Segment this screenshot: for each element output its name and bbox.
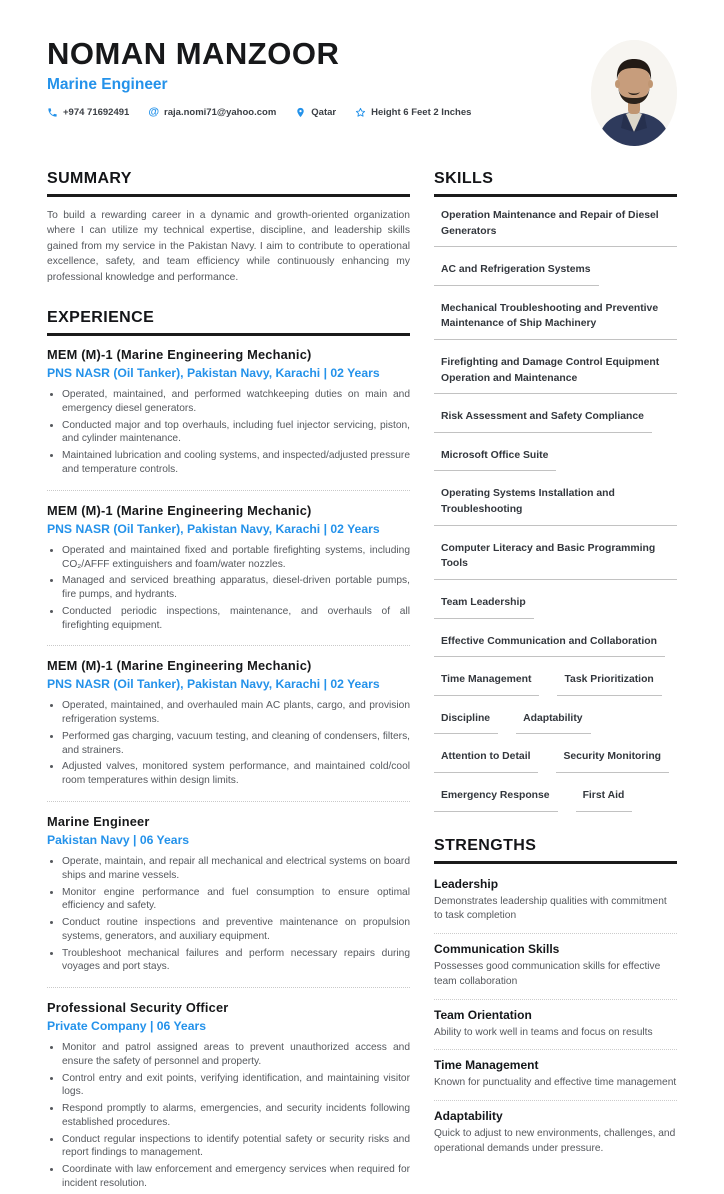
experience-entry bbox=[47, 347, 410, 491]
strengths-list bbox=[434, 875, 677, 1166]
strength-item bbox=[434, 934, 677, 1000]
person-name: NOMAN MANZOOR bbox=[47, 36, 340, 71]
job-bullet: • Coordinate with law enforcement and emergency services when required for incident resolution. bbox=[62, 1163, 410, 1191]
strength-item bbox=[434, 1050, 677, 1101]
summary-section bbox=[47, 170, 410, 285]
job-title: Professional Security Officer bbox=[47, 1000, 229, 1016]
strength-description: Ability to work well in teams and focus on results bbox=[434, 1026, 653, 1038]
experience-section bbox=[47, 309, 410, 1191]
experience-list bbox=[47, 347, 410, 1191]
at-icon: @ bbox=[148, 105, 160, 118]
job-bullets bbox=[47, 855, 410, 974]
job-subtitle: PNS NASR (Oil Tanker), Pakistan Navy, Karachi | 02 Years bbox=[47, 366, 380, 381]
job-bullets bbox=[47, 1041, 410, 1191]
job-bullet: • Monitor engine performance and fuel consumption to ensure optimal efficiency and safety. bbox=[62, 886, 410, 914]
job-bullet: • Monitor and patrol assigned areas to prevent unauthorized access and ensure the safety of personnel and property. bbox=[62, 1041, 410, 1069]
contact-phone-text: +974 71692491 bbox=[63, 106, 130, 118]
strength-title: Communication Skills bbox=[434, 942, 560, 957]
header bbox=[47, 38, 677, 146]
skill-item: Discipline bbox=[434, 711, 498, 735]
strength-title: Adaptability bbox=[434, 1109, 503, 1124]
job-bullets bbox=[47, 699, 410, 788]
strength-title: Time Management bbox=[434, 1058, 539, 1073]
job-bullets bbox=[47, 544, 410, 633]
skill-item: Computer Literacy and Basic Programming Tools bbox=[434, 541, 677, 580]
job-title: MEM (M)-1 (Marine Engineering Mechanic) bbox=[47, 347, 312, 363]
job-bullet: • Managed and serviced breathing apparatus, diesel-driven portable pumps, fire pumps, and hydrants. bbox=[62, 574, 410, 602]
strength-description: Demonstrates leadership qualities with commitment to task completion bbox=[434, 895, 667, 922]
skill-item: Mechanical Troubleshooting and Preventive Maintenance of Ship Machinery bbox=[434, 301, 677, 340]
skill-item: Time Management bbox=[434, 672, 539, 696]
skill-item: First Aid bbox=[576, 788, 633, 812]
strength-description: Quick to adjust to new environments, challenges, and operational demands under pressure. bbox=[434, 1128, 676, 1155]
phone-icon bbox=[47, 107, 58, 118]
job-bullet: • Maintained lubrication and cooling systems, and inspected/adjusted pressure and temperature controls. bbox=[62, 449, 410, 477]
skill-item: Operating Systems Installation and Troubleshooting bbox=[434, 486, 677, 525]
experience-entry bbox=[47, 503, 410, 647]
job-subtitle: Pakistan Navy | 06 Years bbox=[47, 832, 190, 847]
job-title: MEM (M)-1 (Marine Engineering Mechanic) bbox=[47, 502, 312, 518]
skills-section bbox=[434, 170, 677, 827]
header-text-block bbox=[47, 38, 471, 118]
skill-item: Task Prioritization bbox=[557, 672, 661, 696]
strength-description: Possesses good communication skills for effective team collaboration bbox=[434, 961, 661, 987]
content-columns bbox=[47, 170, 677, 1194]
job-bullets bbox=[47, 388, 410, 477]
job-title: Marine Engineer bbox=[47, 813, 150, 829]
strength-item bbox=[434, 1101, 677, 1166]
job-bullet: • Control entry and exit points, verifying identification, and maintaining visitor logs. bbox=[62, 1072, 410, 1100]
skill-item: Microsoft Office Suite bbox=[434, 448, 556, 472]
right-column bbox=[434, 170, 677, 1194]
skill-item: Adaptability bbox=[516, 711, 590, 735]
strength-title: Leadership bbox=[434, 876, 499, 891]
skills-heading: SKILLS bbox=[434, 170, 677, 197]
job-subtitle: Private Company | 06 Years bbox=[47, 1019, 207, 1034]
summary-text: To build a rewarding career in a dynamic and growth-oriented organization where I can utilize my technical expertise, discipline, and leadership skills gained from my service in the Pakistan Navy. I aim to contribute to operational excellence, safety, and team efficiency while continuously enhancing my professional knowledge and performance. bbox=[47, 210, 410, 283]
contact-email bbox=[148, 107, 276, 118]
strength-title: Team Orientation bbox=[434, 1007, 532, 1022]
contact-location-text: Qatar bbox=[311, 106, 337, 118]
job-bullet: • Troubleshoot mechanical failures and perform necessary repairs during voyages and port stays. bbox=[62, 947, 410, 975]
contact-height-text: Height 6 Feet 2 Inches bbox=[371, 106, 472, 118]
job-bullet: • Operate, maintain, and repair all mechanical and electrical systems on board ships and marine vessels. bbox=[62, 855, 410, 883]
skill-item: Firefighting and Damage Control Equipment Operation and Maintenance bbox=[434, 355, 677, 394]
contact-phone bbox=[47, 107, 129, 118]
left-column bbox=[47, 170, 410, 1194]
experience-entry bbox=[47, 658, 410, 802]
experience-entry bbox=[47, 1000, 410, 1191]
location-pin-icon bbox=[295, 107, 306, 118]
job-subtitle: PNS NASR (Oil Tanker), Pakistan Navy, Karachi | 02 Years bbox=[47, 677, 380, 692]
skill-item: AC and Refrigeration Systems bbox=[434, 262, 599, 286]
job-bullet: • Conducted major and top overhauls, including fuel injector servicing, piston, and cylinder maintenance. bbox=[62, 419, 410, 447]
job-title: MEM (M)-1 (Marine Engineering Mechanic) bbox=[47, 658, 312, 674]
strength-description: Known for punctuality and effective time management bbox=[434, 1077, 677, 1089]
experience-entry bbox=[47, 814, 410, 988]
skill-item: Operation Maintenance and Repair of Diesel Generators bbox=[434, 208, 677, 247]
skill-item: Security Monitoring bbox=[556, 749, 669, 773]
profile-photo-illustration bbox=[591, 40, 677, 146]
job-subtitle: PNS NASR (Oil Tanker), Pakistan Navy, Karachi | 02 Years bbox=[47, 521, 380, 536]
experience-heading: EXPERIENCE bbox=[47, 309, 410, 336]
job-bullet: • Operated, maintained, and performed watchkeeping duties on main and emergency diesel generators. bbox=[62, 388, 410, 416]
strength-item bbox=[434, 875, 677, 935]
skill-item: Effective Communication and Collaboration bbox=[434, 634, 665, 658]
contact-height bbox=[355, 107, 471, 118]
job-bullet: • Conduct routine inspections and preventive maintenance on propulsion systems, generators, and auxiliary equipment. bbox=[62, 916, 410, 944]
skill-item: Attention to Detail bbox=[434, 749, 538, 773]
skills-list bbox=[434, 208, 677, 827]
job-bullet: • Adjusted valves, monitored system performance, and maintained cold/cool room temperatures within design limits. bbox=[62, 760, 410, 788]
contact-email-text: raja.nomi71@yahoo.com bbox=[164, 106, 277, 118]
strength-item bbox=[434, 1000, 677, 1051]
skill-item: Risk Assessment and Safety Compliance bbox=[434, 409, 652, 433]
job-bullet: • Performed gas charging, vacuum testing, and cleaning of condensers, filters, and strainers. bbox=[62, 730, 410, 758]
job-bullet: • Operated, maintained, and overhauled main AC plants, cargo, and provision refrigeration systems. bbox=[62, 699, 410, 727]
strengths-heading: STRENGTHS bbox=[434, 837, 677, 864]
summary-heading: SUMMARY bbox=[47, 170, 410, 197]
contact-location bbox=[295, 107, 336, 118]
contact-row bbox=[47, 107, 471, 118]
job-bullet: • Conduct regular inspections to identify potential safety or security risks and report findings to management. bbox=[62, 1133, 410, 1161]
person-role: Marine Engineer bbox=[47, 75, 168, 93]
profile-photo bbox=[591, 40, 677, 146]
job-bullet: • Respond promptly to alarms, emergencies, and security incidents following established procedures. bbox=[62, 1102, 410, 1130]
job-bullet: • Operated and maintained fixed and portable firefighting systems, including CO₂/AFFF extinguishers and foam/water nozzles. bbox=[62, 544, 410, 572]
skill-item: Emergency Response bbox=[434, 788, 558, 812]
skill-item: Team Leadership bbox=[434, 595, 534, 619]
star-icon bbox=[355, 107, 366, 118]
strengths-section bbox=[434, 837, 677, 1166]
job-bullet: • Conducted periodic inspections, maintenance, and overhauls of all firefighting equipment. bbox=[62, 605, 410, 633]
